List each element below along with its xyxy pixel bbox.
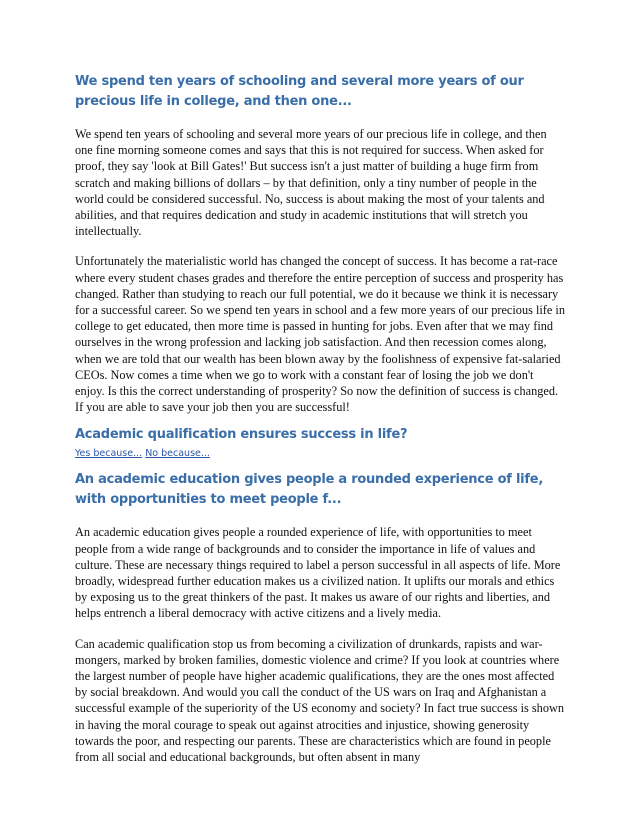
- section-heading-academic-education: An academic education gives people a rounded experience of life, with opportunities to meet people f...: [75, 472, 544, 508]
- section-heading-schooling: We spend ten years of schooling and several more years of our precious life in college, and then one...: [75, 74, 524, 109]
- body-paragraph-1: We spend ten years of schooling and several more years of our precious life in college, and then one fine morning someone comes and says that this is not required for success. When asked for proof, they say 'look at Bill Gates!' But success isn't a just matter of building a huge firm from scratch and making billions of dollars – by that definition, only a tiny number of people in the world could be considered successful. No, success is about making the most of your talents and abilities, and that requires dedication and study in academic institutions that will stretch you intellectually.: [75, 127, 547, 239]
- body-paragraph-3: An academic education gives people a rounded experience of life, with opportunities to meet people from a wide range of backgrounds and to consider the importance in life of values and culture. These are necessary things required to label a person successful in all aspects of life. More broadly, widespread further education makes us a civilized nation. It uplifts our morals and ethics by exposing us to the great thinkers of the past. It makes us aware of our rights and liberties, and helps entrench a liberal democracy with active citizens and a lively media.: [75, 525, 561, 621]
- section-heading-academic-qualification: Academic qualification ensures success in life?: [75, 427, 408, 443]
- yes-because-link[interactable]: Yes because...: [75, 448, 143, 460]
- no-because-link[interactable]: No because...: [145, 448, 210, 460]
- document-page: [75, 72, 566, 765]
- body-paragraph-2: Unfortunately the materialistic world has changed the concept of success. It has become a rat-race where every student chases grades and therefore the entire perception of success and prosperity has changed. Rather than studying to reach our full potential, we do it because we think it is necessary for a successful career. So we spend ten years in school and a few more years of our precious life in college to get educated, then more time is passed in hunting for jobs. Even after that we may find ourselves in the wrong profession and lacking job satisfaction. And then recession comes along, when we are told that our wealth has been blown away by the foolishness of expensive fat-salaried CEOs. Now comes a time when we go to work with a constant fear of losing the job we don't enjoy. Is this the correct understanding of prosperity? So now the definition of success is changed. If you are able to save your job then you are successful!: [75, 254, 565, 415]
- argument-links: [75, 447, 566, 461]
- body-paragraph-4: Can academic qualification stop us from becoming a civilization of drunkards, rapists and war-mongers, marked by broken families, domestic violence and crime? If you look at countries where the largest number of people have higher academic qualifications, they are the ones most affected by social breakdown. And would you call the conduct of the US wars on Iraq and Afghanistan a successful example of the superiority of the US economy and society? In fact true success is shown in having the moral courage to speak out against atrocities and injustice, showing generosity towards the poor, and respecting our parents. These are characteristics which are found in people from all social and educational backgrounds, but often absent in many: [75, 636, 565, 765]
